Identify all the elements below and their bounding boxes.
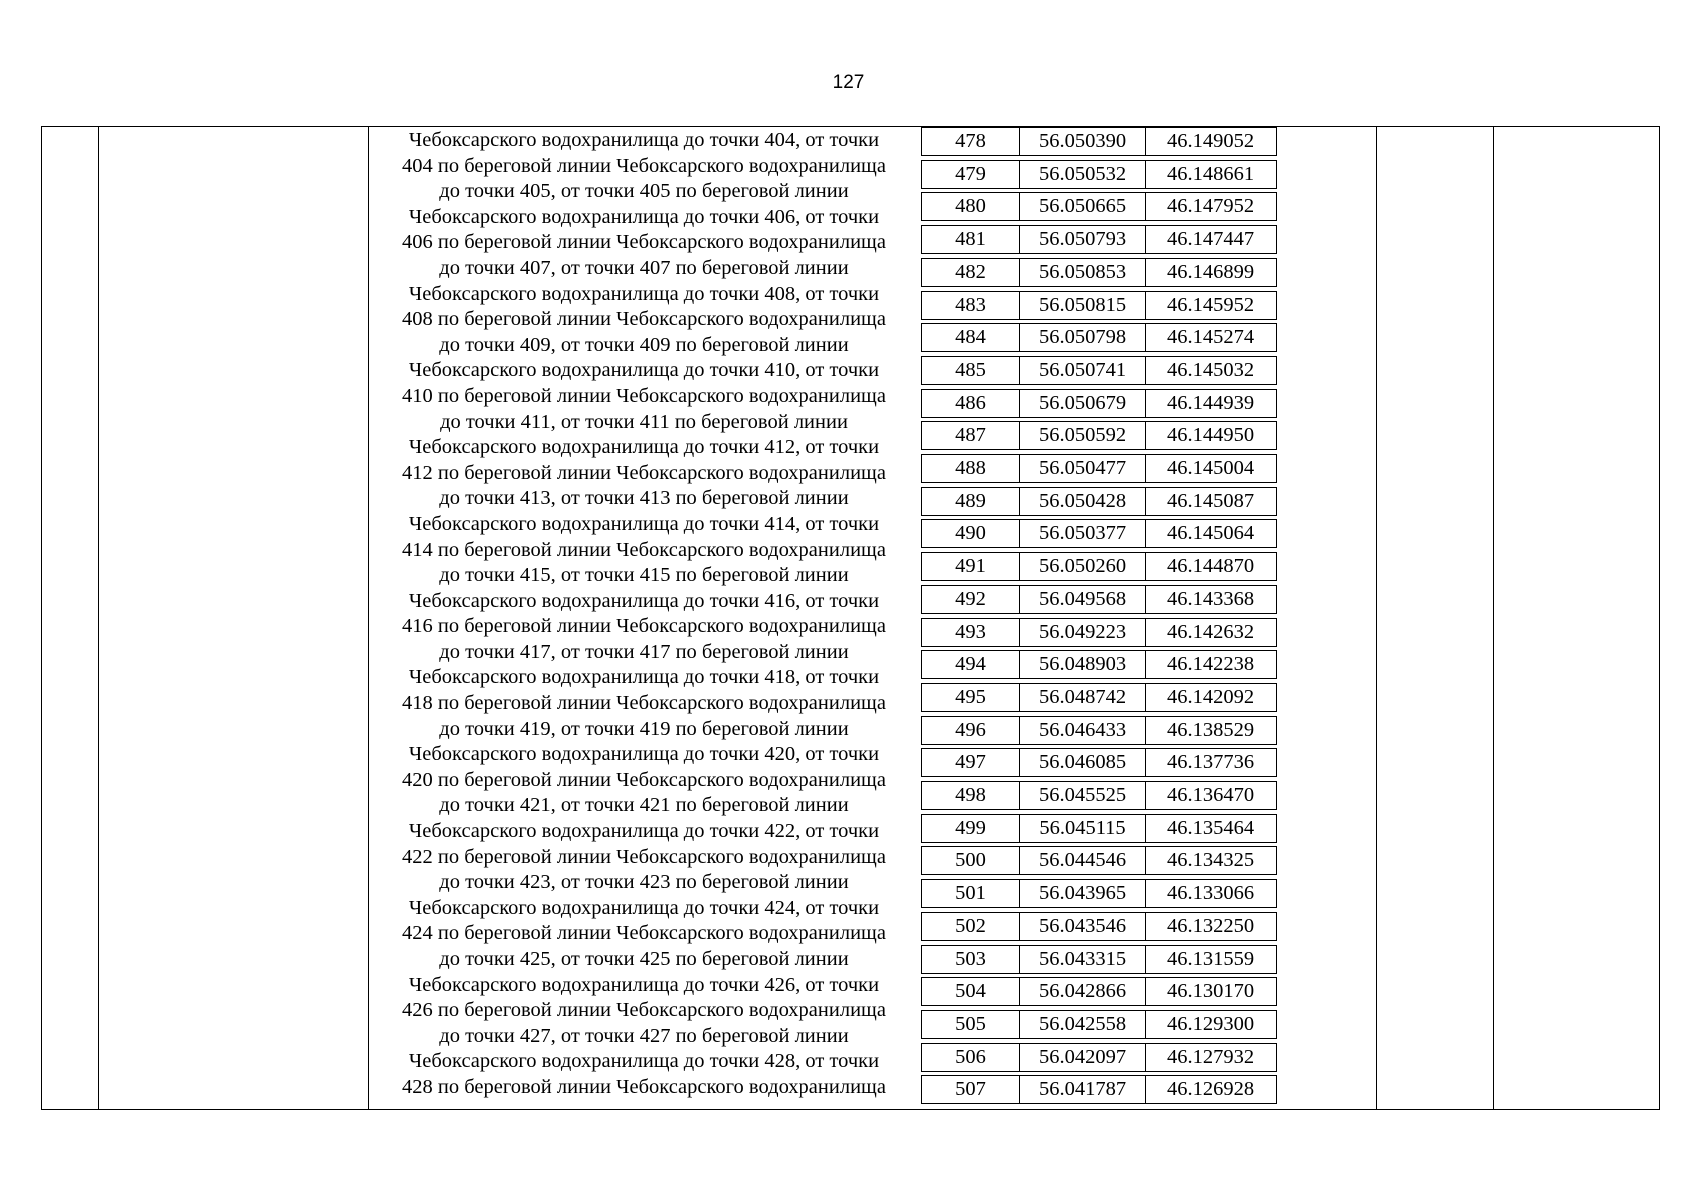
description-line: 424 по береговой линии Чебоксарского водохранилища [402, 922, 886, 945]
description-line: 404 по береговой линии Чебоксарского водохранилища [402, 154, 886, 177]
description-line: до точки 413, от точки 413 по береговой линии [439, 487, 849, 510]
table-row [921, 389, 1277, 418]
description-line: Чебоксарского водохранилища до точки 412, от точки [408, 436, 880, 459]
point-number-cell: 479 [922, 161, 1020, 188]
longitude-cell: 46.131559 [1166, 947, 1255, 970]
description-line: до точки 421, от точки 421 по береговой линии [439, 794, 849, 817]
point-number-cell: 494 [922, 651, 1020, 678]
description-line: Чебоксарского водохранилища до точки 428, от точки [408, 1050, 880, 1073]
description-line: 422 по береговой линии Чебоксарского водохранилища [402, 845, 886, 868]
column-divider [1493, 126, 1494, 1110]
table-row [921, 323, 1277, 352]
point-number-cell: 490 [922, 520, 1020, 547]
table-row [921, 716, 1277, 745]
table-row [921, 1043, 1277, 1072]
latitude-cell: 56.043546 [1020, 913, 1146, 940]
point-number-cell: 504 [922, 978, 1020, 1005]
latitude-cell: 56.049223 [1020, 619, 1146, 646]
table-row [921, 683, 1277, 712]
description-line: 412 по береговой линии Чебоксарского водохранилища [402, 461, 886, 484]
point-number-cell: 497 [922, 749, 1020, 776]
longitude-cell: 46.145952 [1166, 293, 1255, 316]
longitude-cell: 46.135464 [1166, 816, 1255, 839]
description-line: до точки 419, от точки 419 по береговой линии [439, 717, 849, 740]
point-number-cell: 485 [922, 357, 1020, 384]
description-line: 406 по береговой линии Чебоксарского водохранилища [402, 231, 886, 254]
latitude-cell: 56.048903 [1020, 651, 1146, 678]
table-row [921, 846, 1277, 875]
longitude-cell: 46.144950 [1166, 424, 1255, 447]
description-line: Чебоксарского водохранилища до точки 418, от точки [408, 666, 880, 689]
table-row [921, 519, 1277, 548]
latitude-cell: 56.042866 [1020, 978, 1146, 1005]
table-row [921, 814, 1277, 843]
table-row [921, 1075, 1277, 1104]
point-number-cell: 506 [922, 1044, 1020, 1071]
longitude-cell: 46.142238 [1166, 653, 1255, 676]
point-number-cell: 498 [922, 782, 1020, 809]
table-row [921, 258, 1277, 287]
description-line: Чебоксарского водохранилища до точки 422, от точки [408, 820, 880, 843]
latitude-cell: 56.050741 [1020, 357, 1146, 384]
description-line: 420 по береговой линии Чебоксарского водохранилища [402, 768, 886, 791]
latitude-cell: 56.044546 [1020, 847, 1146, 874]
description-line: Чебоксарского водохранилища до точки 414, от точки [408, 512, 880, 535]
table-row [921, 291, 1277, 320]
point-number-cell: 478 [922, 128, 1020, 155]
longitude-cell: 46.147447 [1166, 228, 1255, 251]
table-row [921, 650, 1277, 679]
longitude-cell: 46.145064 [1166, 522, 1255, 545]
description-line: до точки 427, от точки 427 по береговой линии [439, 1024, 849, 1047]
latitude-cell: 56.046085 [1020, 749, 1146, 776]
table-row [921, 127, 1277, 156]
table-row [921, 879, 1277, 908]
boundary-description-cell [374, 126, 914, 1112]
description-line: Чебоксарского водохранилища до точки 404, от точки [408, 129, 880, 151]
point-number-cell: 496 [922, 717, 1020, 744]
point-number-cell: 493 [922, 619, 1020, 646]
description-line: 428 по береговой линии Чебоксарского водохранилища [402, 1075, 886, 1098]
latitude-cell: 56.050592 [1020, 422, 1146, 449]
latitude-cell: 56.050798 [1020, 324, 1146, 351]
latitude-cell: 56.043315 [1020, 946, 1146, 973]
latitude-cell: 56.050815 [1020, 292, 1146, 319]
longitude-cell: 46.126928 [1166, 1078, 1255, 1101]
latitude-cell: 56.042097 [1020, 1044, 1146, 1071]
longitude-cell: 46.143368 [1166, 587, 1255, 610]
latitude-cell: 56.050793 [1020, 226, 1146, 253]
description-line: до точки 423, от точки 423 по береговой линии [439, 871, 849, 894]
point-number-cell: 481 [922, 226, 1020, 253]
point-number-cell: 505 [922, 1011, 1020, 1038]
table-row [921, 618, 1277, 647]
latitude-cell: 56.050679 [1020, 390, 1146, 417]
longitude-cell: 46.145004 [1166, 457, 1255, 479]
longitude-cell: 46.134325 [1166, 849, 1255, 872]
page-number: 127 [832, 72, 865, 93]
longitude-cell: 46.145032 [1166, 358, 1255, 381]
description-line: Чебоксарского водохранилища до точки 410, от точки [408, 359, 880, 382]
description-line: до точки 409, от точки 409 по береговой линии [439, 333, 849, 356]
column-divider [1376, 126, 1377, 1110]
description-line: Чебоксарского водохранилища до точки 408, от точки [408, 282, 880, 305]
latitude-cell: 56.045115 [1020, 815, 1146, 842]
latitude-cell: 56.050377 [1020, 520, 1146, 547]
table-row [921, 454, 1277, 483]
latitude-cell: 56.041787 [1020, 1076, 1146, 1103]
description-line: 408 по береговой линии Чебоксарского водохранилища [402, 308, 886, 331]
point-number-cell: 499 [922, 815, 1020, 842]
latitude-cell: 56.050477 [1020, 455, 1146, 482]
longitude-cell: 46.132250 [1166, 914, 1255, 937]
latitude-cell: 56.043965 [1020, 880, 1146, 907]
table-row [921, 487, 1277, 516]
description-line: до точки 407, от точки 407 по береговой линии [439, 256, 849, 279]
longitude-cell: 46.133066 [1166, 882, 1255, 905]
table-row [921, 977, 1277, 1006]
latitude-cell: 56.048742 [1020, 684, 1146, 711]
point-number-cell: 492 [922, 586, 1020, 613]
table-row [921, 585, 1277, 614]
point-number-cell: 484 [922, 324, 1020, 351]
table-row [921, 356, 1277, 385]
longitude-cell: 46.144870 [1166, 555, 1255, 578]
table-row [921, 552, 1277, 581]
latitude-cell: 56.050532 [1020, 161, 1146, 188]
description-line: 410 по береговой линии Чебоксарского водохранилища [402, 384, 886, 407]
longitude-cell: 46.130170 [1166, 980, 1255, 1003]
description-line: 426 по береговой линии Чебоксарского водохранилища [402, 999, 886, 1022]
table-row [921, 912, 1277, 941]
description-line: Чебоксарского водохранилища до точки 416, от точки [408, 589, 880, 612]
table-row [921, 421, 1277, 450]
description-line: Чебоксарского водохранилища до точки 424, от точки [408, 896, 880, 919]
latitude-cell: 56.050260 [1020, 553, 1146, 580]
description-line: 414 по береговой линии Чебоксарского водохранилища [402, 538, 886, 561]
point-number-cell: 491 [922, 553, 1020, 580]
point-number-cell: 487 [922, 422, 1020, 449]
latitude-cell: 56.049568 [1020, 586, 1146, 613]
longitude-cell: 46.127932 [1166, 1045, 1255, 1068]
latitude-cell: 56.050428 [1020, 488, 1146, 515]
description-line: до точки 405, от точки 405 по береговой линии [439, 180, 849, 203]
description-line: до точки 411, от точки 411 по береговой линии [440, 410, 848, 433]
latitude-cell: 56.050853 [1020, 259, 1146, 286]
latitude-cell: 56.046433 [1020, 717, 1146, 744]
description-line: 418 по береговой линии Чебоксарского водохранилища [402, 692, 886, 715]
longitude-cell: 46.149052 [1166, 130, 1255, 152]
point-number-cell: 483 [922, 292, 1020, 319]
description-line: до точки 425, от точки 425 по береговой линии [439, 948, 849, 970]
latitude-cell: 56.050665 [1020, 193, 1146, 220]
longitude-cell: 46.148661 [1166, 162, 1255, 185]
longitude-cell: 46.147952 [1166, 195, 1255, 218]
point-number-cell: 503 [922, 946, 1020, 973]
table-row [921, 748, 1277, 777]
latitude-cell: 56.050390 [1020, 128, 1146, 155]
table-row [921, 225, 1277, 254]
point-number-cell: 486 [922, 390, 1020, 417]
description-line: Чебоксарского водохранилища до точки 420, от точки [408, 743, 880, 766]
point-number-cell: 482 [922, 259, 1020, 286]
latitude-cell: 56.045525 [1020, 782, 1146, 809]
latitude-cell: 56.042558 [1020, 1011, 1146, 1038]
description-line: Чебоксарского водохранилища до точки 426, от точки [408, 973, 880, 996]
point-number-cell: 489 [922, 488, 1020, 515]
longitude-cell: 46.145274 [1166, 326, 1255, 349]
longitude-cell: 46.144939 [1166, 391, 1255, 414]
column-divider [368, 126, 369, 1110]
point-number-cell: 480 [922, 193, 1020, 220]
description-line: 416 по береговой линии Чебоксарского водохранилища [402, 615, 886, 638]
point-number-cell: 488 [922, 455, 1020, 482]
table-row [921, 945, 1277, 974]
description-line: до точки 417, от точки 417 по береговой линии [439, 640, 849, 663]
longitude-cell: 46.142092 [1166, 685, 1255, 708]
point-number-cell: 502 [922, 913, 1020, 940]
point-number-cell: 501 [922, 880, 1020, 907]
column-divider [98, 126, 99, 1110]
table-row [921, 781, 1277, 810]
table-row [921, 160, 1277, 189]
table-row [921, 1010, 1277, 1039]
point-number-cell: 507 [922, 1076, 1020, 1103]
longitude-cell: 46.145087 [1166, 489, 1255, 512]
longitude-cell: 46.129300 [1166, 1012, 1255, 1035]
description-line: до точки 415, от точки 415 по береговой линии [439, 564, 849, 587]
longitude-cell: 46.136470 [1166, 784, 1255, 806]
description-line: Чебоксарского водохранилища до точки 406, от точки [408, 205, 880, 228]
longitude-cell: 46.142632 [1166, 620, 1255, 643]
table-row [921, 192, 1277, 221]
longitude-cell: 46.146899 [1166, 260, 1255, 283]
point-number-cell: 500 [922, 847, 1020, 874]
longitude-cell: 46.138529 [1166, 718, 1255, 741]
point-number-cell: 495 [922, 684, 1020, 711]
longitude-cell: 46.137736 [1166, 751, 1255, 774]
